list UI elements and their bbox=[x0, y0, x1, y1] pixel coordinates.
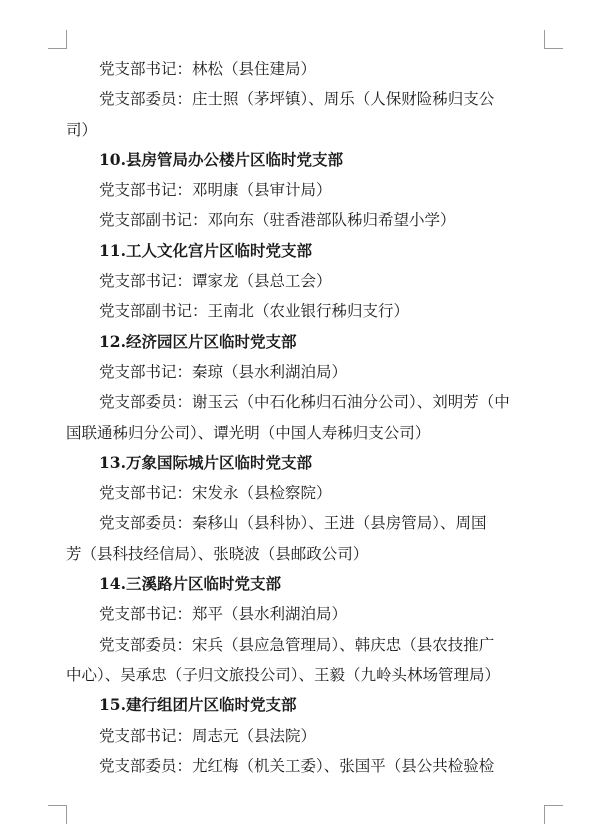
section-heading: 14.三溪路片区临时党支部 bbox=[99, 574, 281, 594]
text-line: 党支部书记：秦琼（县水利湖泊局） bbox=[99, 362, 348, 381]
text-line: 党支部书记：谭家龙（县总工会） bbox=[99, 272, 332, 291]
document-body bbox=[66, 54, 544, 781]
text-line: 党支部委员：庄士照（茅坪镇）、周乐（人保财险秭归支公 bbox=[99, 90, 495, 109]
section-heading: 13.万象国际城片区临时党支部 bbox=[99, 452, 312, 472]
text-line: 党支部书记：郑平（县水利湖泊局） bbox=[99, 605, 348, 624]
crop-mark-bottom-left bbox=[48, 805, 67, 824]
text-line: 党支部副书记：邓向东（驻香港部队秭归希望小学） bbox=[99, 211, 456, 230]
crop-mark-top-left bbox=[48, 30, 67, 49]
text-line: 党支部书记：邓明康（县审计局） bbox=[99, 181, 332, 200]
crop-mark-top-right bbox=[544, 30, 563, 49]
text-line: 党支部委员：尤红梅（机关工委）、张国平（县公共检验检 bbox=[99, 756, 495, 775]
text-line: 党支部书记：周志元（县法院） bbox=[99, 726, 317, 745]
section-heading: 10.县房管局办公楼片区临时党支部 bbox=[99, 149, 343, 169]
text-line: 党支部委员：秦移山（县科协）、王进（县房管局）、周国 bbox=[99, 514, 487, 533]
text-line: 党支部委员：谢玉云（中石化秭归石油分公司）、刘明芳（中 bbox=[99, 393, 510, 412]
text-line: 芳（县科技经信局）、张晓波（县邮政公司） bbox=[66, 544, 369, 563]
text-line: 党支部书记：林松（县住建局） bbox=[99, 60, 317, 78]
section-heading: 11.工人文化宫片区临时党支部 bbox=[99, 240, 312, 260]
crop-mark-bottom-right bbox=[544, 805, 563, 824]
text-line: 党支部委员：宋兵（县应急管理局）、韩庆忠（县农技推广 bbox=[99, 635, 495, 654]
text-line: 党支部书记：宋发永（县检察院） bbox=[99, 484, 332, 503]
section-heading: 15.建行组团片区临时党支部 bbox=[99, 695, 297, 715]
section-heading: 12.经济园区片区临时党支部 bbox=[99, 331, 297, 351]
text-line: 中心）、吴承忠（子归文旅投公司）、王毅（九岭头林场管理局） bbox=[66, 665, 501, 684]
text-line: 司） bbox=[66, 120, 98, 139]
text-line: 国联通秭归分公司）、谭光明（中国人寿秭归支公司） bbox=[66, 423, 431, 442]
text-line: 党支部副书记：王南北（农业银行秭归支行） bbox=[99, 302, 410, 321]
